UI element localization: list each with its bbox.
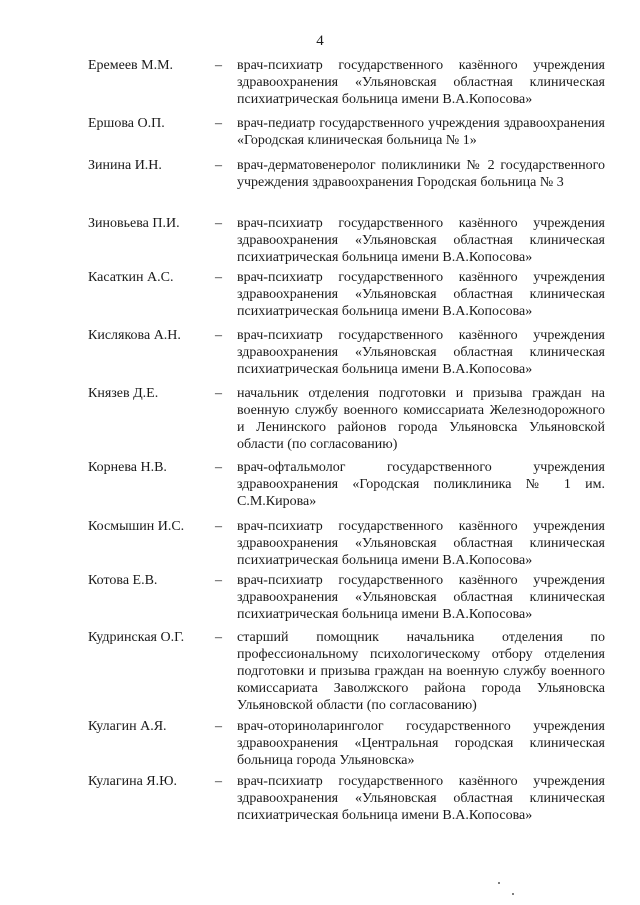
dash-separator: – [215, 216, 222, 231]
member-position: начальник отделения подготовки и призыва граждан на военную службу военного комиссариата Железнодорожного и Ленинского районов города Ульяновска Ульяновской области (по согласованию) [237, 386, 605, 452]
dash-separator: – [215, 270, 222, 285]
member-name: Зинина И.Н. [88, 158, 162, 173]
member-position: врач-психиатр государственного казённого учреждения здравоохранения «Ульяновская областная клиническая психиатрическая больница имени В.А.Копосова» [237, 519, 605, 568]
dash-separator: – [215, 116, 222, 131]
member-position: врач-психиатр государственного казённого учреждения здравоохранения «Ульяновская областная клиническая психиатрическая больница имени В.А.Копосова» [237, 216, 605, 265]
member-position: врач-психиатр государственного казённого учреждения здравоохранения «Ульяновская областная клиническая психиатрическая больница имени В.А.Копосова» [237, 328, 605, 377]
member-position: врач-психиатр государственного казённого учреждения здравоохранения «Ульяновская областная клиническая психиатрическая больница имени В.А.Копосова» [237, 58, 605, 107]
dash-separator: – [215, 519, 222, 534]
member-position: врач-оториноларинголог государственного учреждения здравоохранения «Центральная городская клиническая больница города Ульяновска» [237, 719, 605, 768]
member-name: Космышин И.С. [88, 519, 185, 534]
member-position: врач-дерматовенеролог поликлиники № 2 государственного учреждения здравоохранения Городская больница № 3 [237, 158, 605, 190]
member-name: Еремеев М.М. [88, 58, 174, 73]
dash-separator: – [215, 630, 222, 645]
member-position: врач-психиатр государственного казённого учреждения здравоохранения «Ульяновская областная клиническая психиатрическая больница имени В.А.Копосова» [237, 270, 605, 319]
dash-separator: – [215, 58, 222, 73]
member-name: Князев Д.Е. [88, 386, 159, 401]
member-position: врач-педиатр государственного учреждения здравоохранения «Городская клиническая больница № 1» [237, 116, 605, 148]
member-name: Кулагина Я.Ю. [88, 774, 178, 789]
member-position: врач-психиатр государственного казённого учреждения здравоохранения «Ульяновская областная клиническая психиатрическая больница имени В.А.Копосова» [237, 573, 605, 622]
dash-separator: – [215, 460, 222, 475]
member-name: Кудринская О.Г. [88, 630, 185, 645]
member-name: Касаткин А.С. [88, 270, 174, 285]
page-number: 4 [316, 33, 324, 49]
dash-separator: – [215, 328, 222, 343]
member-name: Корнева Н.В. [88, 460, 167, 475]
member-name: Котова Е.В. [88, 573, 158, 588]
member-name: Ершова О.П. [88, 116, 165, 131]
member-name: Кулагин А.Я. [88, 719, 167, 734]
member-name: Зиновьева П.И. [88, 216, 180, 231]
dash-separator: – [215, 573, 222, 588]
member-position: врач-офтальмолог государственного учреждения здравоохранения «Городская поликлиника № 1 им. С.М.Кирова» [237, 460, 605, 509]
scan-speck [512, 893, 514, 895]
member-name: Кислякова А.Н. [88, 328, 181, 343]
dash-separator: – [215, 774, 222, 789]
scan-speck [498, 882, 500, 884]
member-position: врач-психиатр государственного казённого учреждения здравоохранения «Ульяновская областная клиническая психиатрическая больница имени В.А.Копосова» [237, 774, 605, 823]
member-position: старший помощник начальника отделения по профессиональному психологическому отбору отделения подготовки и призыва граждан на военную службу военного комиссариата Заволжского района города Ульяновска Ульяновской области (по согласованию) [237, 630, 605, 713]
dash-separator: – [215, 719, 222, 734]
dash-separator: – [215, 386, 222, 401]
dash-separator: – [215, 158, 222, 173]
